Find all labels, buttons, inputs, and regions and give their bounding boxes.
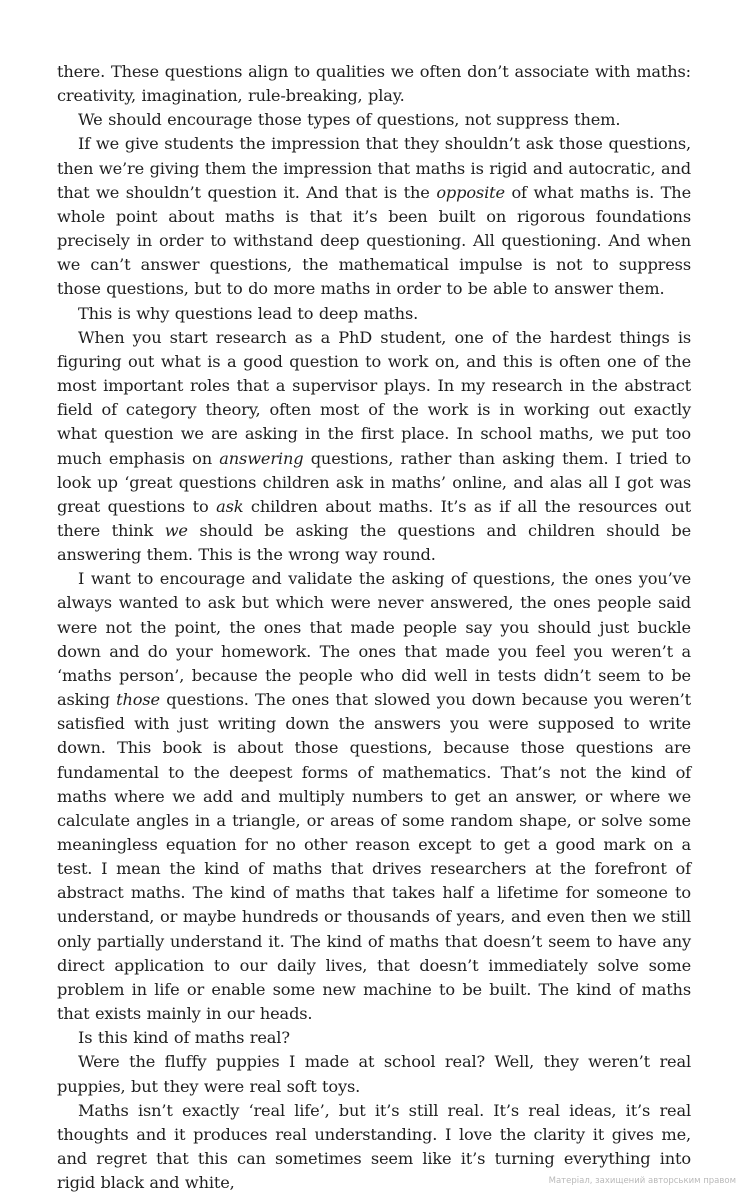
paragraph-text: This is why questions lead to deep maths. <box>78 303 419 323</box>
paragraph <box>57 567 691 1026</box>
paragraph-text: When you start research as a PhD student, one of the hardest things is figuring out what is a good question to work on, and this is often one of the most important roles that a supervisor plays. In my research in the abstract field of category theory, often most of the work is in working out exactly what question we are asking in the first place. In school maths, we put too much emphasis on <box>57 327 691 468</box>
paragraph-text: We should encourage those types of questions, not suppress them. <box>78 110 621 130</box>
paragraph-text: Maths isn’t exactly ‘real life’, but it’s still real. It’s real ideas, it’s real thoughts and it produces real understanding. I love the clarity it gives me, and regret that this can sometimes seem like it’s turning everything into rigid black and white, <box>57 1100 691 1193</box>
page-body-text <box>57 60 691 1195</box>
paragraph <box>57 1026 691 1050</box>
paragraph-text: of what maths is. The whole point about maths is that it’s been built on rigorous foundations precisely in order to withstand deep questioning. All questioning. And when we can’t answer questions, the mathematical impulse is not to suppress those questions, but to do more maths in order to be able to answer them. <box>57 182 692 299</box>
paragraph <box>57 326 691 568</box>
copyright-watermark: Матеріал, захищений авторським правом <box>548 1176 736 1186</box>
emphasis-text: ask <box>216 496 244 516</box>
paragraph-text: there. These questions align to qualities we often don’t associate with maths: creativity, imagination, rule-breaking, play. <box>57 62 691 106</box>
paragraph-text: Is this kind of maths real? <box>78 1028 290 1048</box>
paragraph-text: Were the fluffy puppies I made at school real? Well, they weren’t real puppies, but they were real soft toys. <box>57 1052 691 1096</box>
emphasis-text: we <box>164 520 188 540</box>
paragraph <box>57 108 691 132</box>
paragraph-text: should be asking the questions and children should be answering them. This is the wrong way round. <box>57 520 691 565</box>
paragraph-text: questions, rather than asking them. I tried to look up ‘great questions children ask in maths’ online, and alas all I got was great questions to <box>57 448 692 516</box>
emphasis-text: those <box>116 690 160 710</box>
paragraph <box>57 302 691 326</box>
paragraph-text: I want to encourage and validate the asking of questions, the ones you’ve always wanted to ask but which were never answered, the ones people said were not the point, the ones that made people say you should just buckle down and do your homework. The ones that made you feel you weren’t a ‘maths person’, because the people who did well in tests didn’t seem to be asking <box>57 569 691 710</box>
paragraph-text: If we give students the impression that they shouldn’t ask those questions, then we’re giving them the impression that maths is rigid and autocratic, and that we shouldn’t question it. And that is the <box>57 134 691 202</box>
paragraph-text: children about maths. It’s as if all the resources out there think <box>57 496 691 540</box>
emphasis-text: answering <box>219 448 304 468</box>
paragraph <box>57 60 691 108</box>
emphasis-text: opposite <box>436 182 505 202</box>
paragraph <box>57 132 691 301</box>
paragraph <box>57 1050 691 1098</box>
paragraph-text: questions. The ones that slowed you down because you weren’t satisfied with just writing down the answers you were supposed to write down. This book is about those questions, because those questions are fundamental to the deepest forms of mathematics. That’s not the kind of maths where we add and multiply numbers to get an answer, or where we calculate angles in a triangle, or areas of some random shape, or solve some meaningless equation for no other reason except to get a good mark on a test. I mean the kind of maths that drives researchers at the forefront of abstract maths. The kind of maths that takes half a lifetime for someone to understand, or maybe hundreds or thousands of years, and even then we still only partially understand it. The kind of maths that doesn’t seem to have any direct application to our daily lives, that doesn’t immediately solve some problem in life or enable some new machine to be built. The kind of maths that exists mainly in our heads. <box>57 690 691 1024</box>
